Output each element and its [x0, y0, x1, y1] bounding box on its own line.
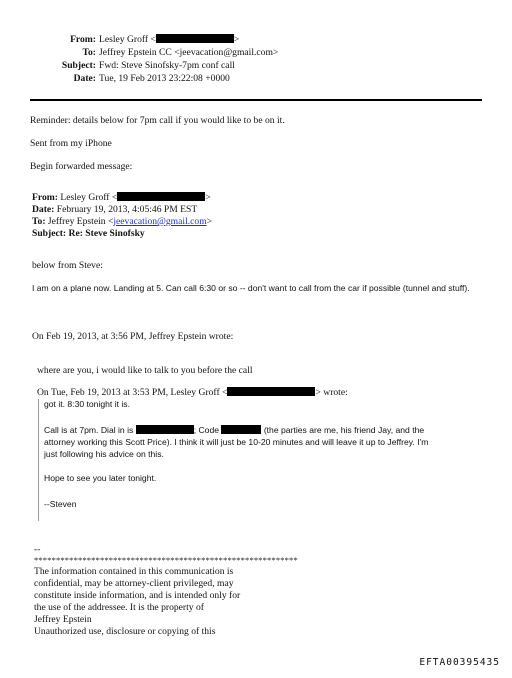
- call-part2: ; Code: [193, 425, 220, 435]
- fwd-to-value: Jeffrey Epstein <: [47, 216, 114, 227]
- header-date-value: Tue, 19 Feb 2013 23:22:08 +0000: [99, 73, 230, 84]
- header-from: [99, 34, 239, 46]
- header-date-label: Date:: [73, 73, 96, 84]
- fwd-to: [32, 216, 212, 228]
- groff-wrote-suffix: > wrote:: [315, 387, 348, 398]
- fwd-subject-value: Re: Steve Sinofsky: [68, 228, 145, 239]
- got-it-text: got it. 8:30 tonight it is.: [44, 399, 130, 409]
- redaction-bar: [221, 425, 261, 434]
- fwd-to-label: To:: [32, 216, 46, 227]
- where-are-you-text: where are you, i would like to talk to you before the call: [37, 365, 253, 376]
- disclaimer-line: the use of the addressee. It is the property of: [34, 602, 204, 613]
- redaction-bar: [156, 34, 234, 43]
- header-to-label: To:: [82, 47, 96, 58]
- fwd-date-value: February 19, 2013, 4:05:46 PM EST: [56, 204, 198, 215]
- groff-wrote-prefix: On Tue, Feb 19, 2013 at 3:53 PM, Lesley Groff <: [37, 387, 228, 398]
- fwd-to-close: >: [206, 216, 213, 227]
- hope-text: Hope to see you later tonight.: [44, 473, 157, 483]
- bates-number: EFTA00395435: [419, 657, 500, 668]
- footer-dashes: --: [34, 544, 41, 555]
- header-subject-label: Subject:: [61, 60, 96, 71]
- call-part3: (the parties are me, his friend Jay, and the: [263, 425, 425, 435]
- disclaimer-line: The information contained in this communication is: [34, 566, 234, 577]
- fwd-subject-label: Subject:: [32, 228, 67, 239]
- begin-forwarded-text: Begin forwarded message:: [30, 161, 133, 172]
- signoff-text: --Steven: [44, 499, 77, 509]
- disclaimer-line: Jeffrey Epstein: [34, 614, 92, 625]
- fwd-date-label: Date:: [32, 204, 55, 215]
- header-from-label: From:: [70, 34, 96, 45]
- disclaimer-line: Unauthorized use, disclosure or copying of this: [34, 626, 216, 637]
- fwd-from: [32, 192, 211, 204]
- header-from-value: Lesley Groff <: [99, 34, 156, 45]
- redaction-bar: [136, 425, 194, 434]
- header-subject-value: Fwd: Steve Sinofsky-7pm conf call: [99, 60, 235, 71]
- redaction-bar: [227, 387, 315, 396]
- call-details-line3: just following his advice on this.: [44, 449, 164, 459]
- reminder-text: Reminder: details below for 7pm call if you would like to be on it.: [30, 115, 285, 126]
- header-divider: [30, 99, 482, 101]
- header-from-close: >: [233, 34, 240, 45]
- redaction-bar: [117, 192, 205, 201]
- call-part1: Call is at 7pm. Dial in is: [44, 425, 134, 435]
- fwd-to-email-link[interactable]: jeevacation@gmail.com: [113, 216, 207, 227]
- plane-message-text: I am on a plane now. Landing at 5. Can call 6:30 or so -- don't want to call from the car if possible (tunnel and stuff).: [32, 283, 470, 293]
- fwd-subject: [32, 228, 145, 240]
- quote-bar: [38, 399, 39, 521]
- fwd-from-value: Lesley Groff <: [60, 192, 118, 203]
- disclaimer-line: constitute inside information, and is intended only for: [34, 590, 241, 601]
- fwd-from-close: >: [205, 192, 211, 203]
- call-details-line2: attorney working this Scott Price). I think it will just be 10-20 minutes and will leave it up to Jeffrey. I'm: [44, 437, 429, 447]
- epstein-wrote-line: On Feb 19, 2013, at 3:56 PM, Jeffrey Epstein wrote:: [32, 331, 234, 342]
- fwd-date: [32, 204, 197, 216]
- call-details-line1: [44, 424, 424, 436]
- footer-stars: ************************************************************: [34, 555, 298, 565]
- sent-from-text: Sent from my iPhone: [30, 138, 112, 149]
- disclaimer-line: confidential, may be attorney-client privileged, may: [34, 578, 234, 589]
- fwd-from-label: From:: [32, 192, 58, 203]
- below-from-steve-text: below from Steve:: [32, 260, 103, 271]
- header-to-value: Jeffrey Epstein CC <jeevacation@gmail.com>: [99, 47, 279, 58]
